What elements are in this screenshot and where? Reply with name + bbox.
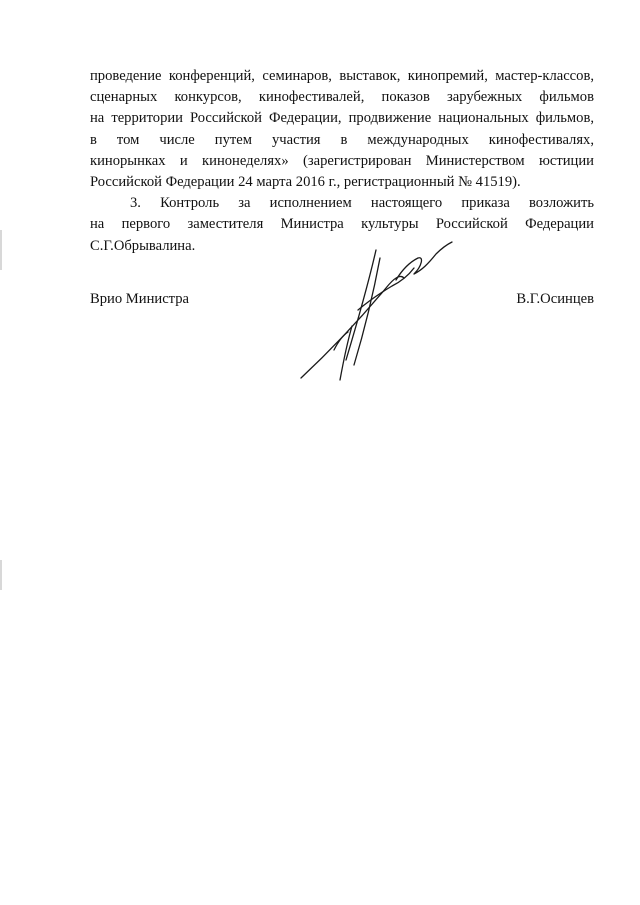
- document-body: [90, 66, 594, 257]
- scan-edge-mark: [0, 560, 2, 590]
- text-line: Российской Федерации 24 марта 2016 г., регистрационный № 41519).: [90, 174, 521, 191]
- signatory-title: Врио Министра: [90, 291, 189, 307]
- text-line: кинорынках и кинонеделях» (зарегистрирован Министерством юстиции: [90, 152, 594, 169]
- text-line: в том числе путем участия в международных кинофестивалях,: [90, 131, 594, 148]
- paragraph-3-line: на первого заместителя Министра культуры Российской Федерации: [90, 216, 594, 233]
- handwritten-signature-icon: [296, 240, 456, 390]
- text-line: на территории Российской Федерации, продвижение национальных фильмов,: [90, 110, 594, 127]
- text-line: проведение конференций, семинаров, выставок, кинопремий, мастер-классов,: [90, 68, 594, 84]
- paragraph-3-line: С.Г.Обрывалина.: [90, 237, 196, 254]
- paragraph-3-line: 3. Контроль за исполнением настоящего приказа возложить: [130, 195, 594, 212]
- scan-edge-mark: [0, 230, 2, 270]
- signatory-name: В.Г.Осинцев: [516, 291, 594, 307]
- text-line: сценарных конкурсов, кинофестивалей, показов зарубежных фильмов: [90, 89, 594, 106]
